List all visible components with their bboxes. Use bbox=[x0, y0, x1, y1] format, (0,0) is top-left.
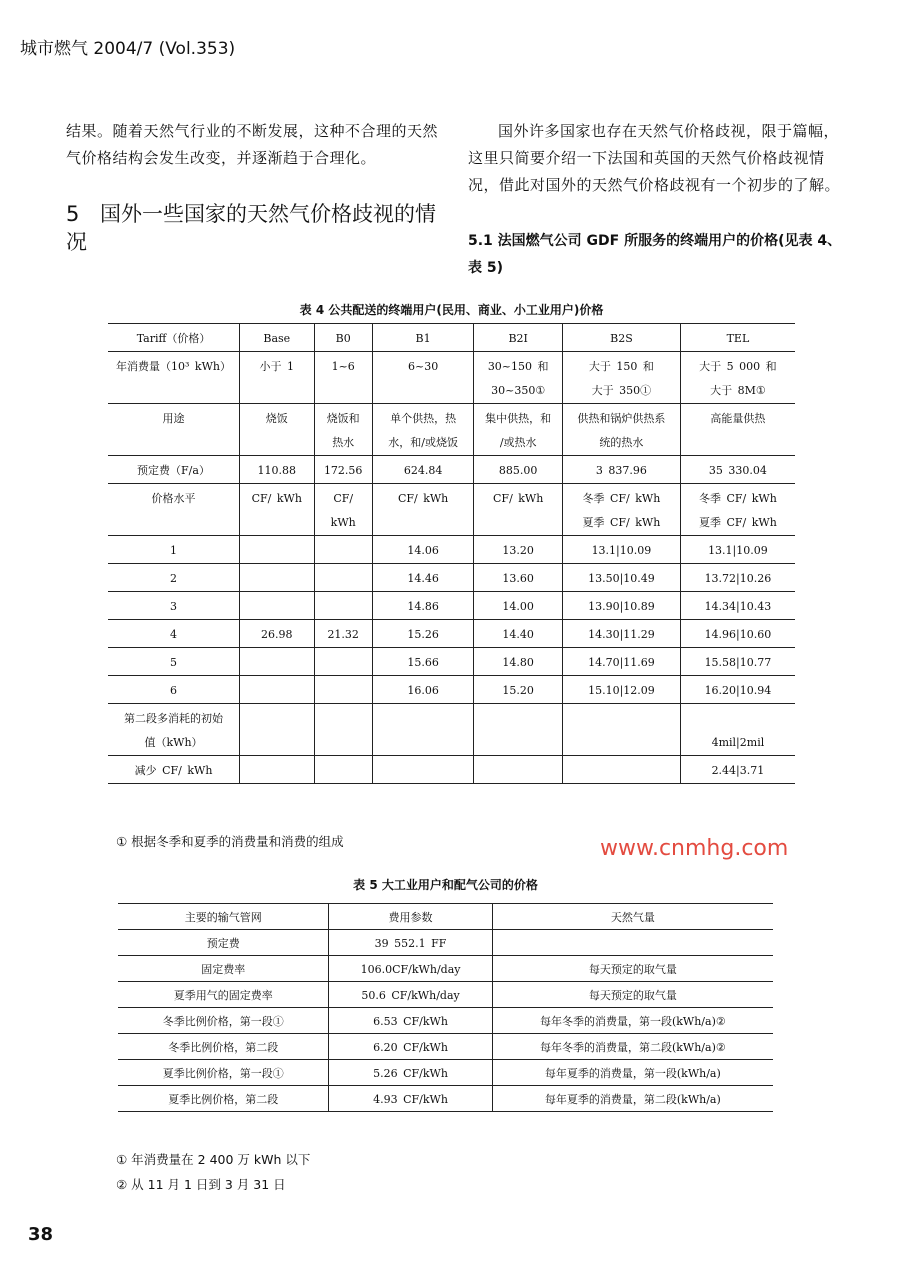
subsection-heading: 5.1 法国燃气公司 GDF 所服务的终端用户的价格(见表 4、表 5) bbox=[468, 233, 842, 276]
table-cell: 年消费量（10³ kWh） bbox=[108, 352, 240, 404]
table-cell bbox=[240, 648, 315, 676]
table5-caption: 表 5 大工业用户和配气公司的价格 bbox=[353, 878, 538, 892]
column-header: Base bbox=[240, 324, 315, 352]
table-row bbox=[118, 982, 773, 1008]
table-cell: 4 bbox=[108, 620, 240, 648]
table-cell: 14.96|10.60 bbox=[680, 620, 795, 648]
column-header: Tariff（价格） bbox=[108, 324, 240, 352]
column-header: 费用参数 bbox=[329, 904, 492, 930]
table-cell: 26.98 bbox=[240, 620, 315, 648]
table-cell: 夏季比例价格，第一段① bbox=[118, 1060, 329, 1086]
table-cell bbox=[314, 592, 372, 620]
table-cell: 4mil|2mil bbox=[680, 704, 795, 756]
column-header: TEL bbox=[680, 324, 795, 352]
table-cell: 冬季比例价格，第二段 bbox=[118, 1034, 329, 1060]
table-cell: 1~6 bbox=[314, 352, 372, 404]
table-cell: 第二段多消耗的初始 值（kWh） bbox=[108, 704, 240, 756]
table-cell: 6 bbox=[108, 676, 240, 704]
table-cell: 每年冬季的消费量，第二段(kWh/a)② bbox=[492, 1034, 773, 1060]
table-cell: 烧饭 bbox=[240, 404, 315, 456]
table-cell: 16.06 bbox=[372, 676, 473, 704]
table-cell bbox=[314, 756, 372, 784]
table-cell bbox=[240, 536, 315, 564]
table-cell: 集中供热，和 /或热水 bbox=[474, 404, 563, 456]
table-cell: 14.86 bbox=[372, 592, 473, 620]
table-cell: 6.53 CF/kWh bbox=[329, 1008, 492, 1034]
table-cell: 预定费 bbox=[118, 930, 329, 956]
table-cell bbox=[314, 676, 372, 704]
table-cell: 39 552.1 FF bbox=[329, 930, 492, 956]
section-title: 国外一些国家的天然气价格歧视的情况 bbox=[66, 202, 436, 254]
left-column-text: 结果。随着天然气行业的不断发展，这种不合理的天然气价格结构会发生改变，并逐渐趋于合理化。 bbox=[66, 122, 439, 167]
table-header-row bbox=[108, 324, 795, 352]
section-heading bbox=[66, 200, 446, 256]
table-cell: 14.70|11.69 bbox=[563, 648, 681, 676]
table-cell: 35 330.04 bbox=[680, 456, 795, 484]
right-column-text: 国外许多国家也存在天然气价格歧视，限于篇幅，这里只简要介绍一下法国和英国的天然气价格歧视情况，借此对国外的天然气价格歧视有一个初步的了解。 bbox=[468, 122, 841, 194]
table-cell: 减少 CF/ kWh bbox=[108, 756, 240, 784]
table-cell: 15.66 bbox=[372, 648, 473, 676]
table-cell: 14.80 bbox=[474, 648, 563, 676]
table-cell: 885.00 bbox=[474, 456, 563, 484]
table-cell: 2 bbox=[108, 564, 240, 592]
table-cell: 冬季 CF/ kWh 夏季 CF/ kWh bbox=[680, 484, 795, 536]
table-row bbox=[118, 1034, 773, 1060]
table-cell: 大于 5 000 和 大于 8M① bbox=[680, 352, 795, 404]
watermark: www.cnmhg.com bbox=[600, 836, 789, 861]
table-row bbox=[108, 676, 795, 704]
table-cell bbox=[372, 704, 473, 756]
table-row bbox=[108, 536, 795, 564]
table-cell bbox=[474, 704, 563, 756]
table-cell: 13.1|10.09 bbox=[563, 536, 681, 564]
table-cell: 13.1|10.09 bbox=[680, 536, 795, 564]
table-row bbox=[118, 1008, 773, 1034]
table-cell: 3 837.96 bbox=[563, 456, 681, 484]
table4-caption: 表 4 公共配送的终端用户(民用、商业、小工业用户)价格 bbox=[299, 303, 604, 317]
table-row bbox=[118, 1060, 773, 1086]
table-row bbox=[108, 620, 795, 648]
table4 bbox=[108, 323, 795, 784]
table-row bbox=[108, 756, 795, 784]
table-cell: 172.56 bbox=[314, 456, 372, 484]
table-cell bbox=[474, 756, 563, 784]
table-cell: 供热和锅炉供热系 统的热水 bbox=[563, 404, 681, 456]
table-row bbox=[108, 592, 795, 620]
table-cell: CF/ kWh bbox=[314, 484, 372, 536]
table-cell: 13.72|10.26 bbox=[680, 564, 795, 592]
table-cell: 21.32 bbox=[314, 620, 372, 648]
table-cell bbox=[314, 648, 372, 676]
table-cell bbox=[563, 704, 681, 756]
table-cell: 14.34|10.43 bbox=[680, 592, 795, 620]
table-cell: 冬季 CF/ kWh 夏季 CF/ kWh bbox=[563, 484, 681, 536]
table-cell: 夏季比例价格，第二段 bbox=[118, 1086, 329, 1112]
table-cell: 单个供热，热 水，和/或烧饭 bbox=[372, 404, 473, 456]
column-header: B2S bbox=[563, 324, 681, 352]
table-cell: 15.26 bbox=[372, 620, 473, 648]
table-cell: 价格水平 bbox=[108, 484, 240, 536]
table-cell: 15.10|12.09 bbox=[563, 676, 681, 704]
table-cell bbox=[492, 930, 773, 956]
table-row bbox=[108, 484, 795, 536]
table-cell: 烧饭和 热水 bbox=[314, 404, 372, 456]
table-cell bbox=[314, 536, 372, 564]
table-cell: 冬季比例价格，第一段① bbox=[118, 1008, 329, 1034]
table-cell: 3 bbox=[108, 592, 240, 620]
column-header: 天然气量 bbox=[492, 904, 773, 930]
table-cell: 14.00 bbox=[474, 592, 563, 620]
table-cell: 每天预定的取气量 bbox=[492, 956, 773, 982]
table-cell: 6~30 bbox=[372, 352, 473, 404]
table-cell: CF/ kWh bbox=[240, 484, 315, 536]
table-cell: 14.06 bbox=[372, 536, 473, 564]
table-cell: 16.20|10.94 bbox=[680, 676, 795, 704]
table5-footnote-2: ② 从 11 月 1 日到 3 月 31 日 bbox=[116, 1177, 286, 1192]
table-cell: CF/ kWh bbox=[372, 484, 473, 536]
table5 bbox=[118, 903, 773, 1112]
table-cell: 624.84 bbox=[372, 456, 473, 484]
table-cell: 每天预定的取气量 bbox=[492, 982, 773, 1008]
table-cell: 1 bbox=[108, 536, 240, 564]
table-cell: 14.40 bbox=[474, 620, 563, 648]
running-header: 城市燃气 2004/7 (Vol.353) bbox=[20, 39, 236, 59]
table-cell bbox=[240, 564, 315, 592]
table-row bbox=[108, 456, 795, 484]
table-cell bbox=[240, 592, 315, 620]
table-cell: 夏季用气的固定费率 bbox=[118, 982, 329, 1008]
table-cell: 每年夏季的消费量，第二段(kWh/a) bbox=[492, 1086, 773, 1112]
table-row bbox=[108, 352, 795, 404]
column-header: B1 bbox=[372, 324, 473, 352]
table-cell bbox=[240, 756, 315, 784]
table-cell: 大于 150 和 大于 350① bbox=[563, 352, 681, 404]
table-cell: 高能量供热 bbox=[680, 404, 795, 456]
table-cell: 15.58|10.77 bbox=[680, 648, 795, 676]
table5-footnote-1: ① 年消费量在 2 400 万 kWh 以下 bbox=[116, 1152, 311, 1167]
table-cell: 5 bbox=[108, 648, 240, 676]
table-cell bbox=[563, 756, 681, 784]
table-cell: 2.44|3.71 bbox=[680, 756, 795, 784]
table-cell bbox=[240, 704, 315, 756]
page-number: 38 bbox=[28, 1224, 54, 1245]
table-cell: 14.46 bbox=[372, 564, 473, 592]
table-cell: 13.20 bbox=[474, 536, 563, 564]
table-cell: 每年冬季的消费量，第一段(kWh/a)② bbox=[492, 1008, 773, 1034]
table-row bbox=[108, 704, 795, 756]
table-cell: 50.6 CF/kWh/day bbox=[329, 982, 492, 1008]
table-cell: 用途 bbox=[108, 404, 240, 456]
table-row bbox=[118, 956, 773, 982]
table-cell: 30~150 和 30~350① bbox=[474, 352, 563, 404]
table-cell: 15.20 bbox=[474, 676, 563, 704]
table-header-row bbox=[118, 904, 773, 930]
table-row bbox=[108, 564, 795, 592]
table-row bbox=[118, 1086, 773, 1112]
table-row bbox=[118, 930, 773, 956]
table-cell: 5.26 CF/kWh bbox=[329, 1060, 492, 1086]
table-cell: 小于 1 bbox=[240, 352, 315, 404]
table-cell bbox=[314, 564, 372, 592]
table-cell bbox=[240, 676, 315, 704]
column-header: B2I bbox=[474, 324, 563, 352]
column-header: 主要的输气管网 bbox=[118, 904, 329, 930]
table-cell bbox=[372, 756, 473, 784]
table-cell: 固定费率 bbox=[118, 956, 329, 982]
table-cell: 13.90|10.89 bbox=[563, 592, 681, 620]
table-cell: 106.0CF/kWh/day bbox=[329, 956, 492, 982]
table-cell: 14.30|11.29 bbox=[563, 620, 681, 648]
column-header: B0 bbox=[314, 324, 372, 352]
table-cell: 预定费（F/a） bbox=[108, 456, 240, 484]
table-cell: 每年夏季的消费量，第一段(kWh/a) bbox=[492, 1060, 773, 1086]
table-cell: 110.88 bbox=[240, 456, 315, 484]
table-cell bbox=[314, 704, 372, 756]
table-cell: 13.50|10.49 bbox=[563, 564, 681, 592]
table-cell: 6.20 CF/kWh bbox=[329, 1034, 492, 1060]
table-row bbox=[108, 648, 795, 676]
table4-footnote: ① 根据冬季和夏季的消费量和消费的组成 bbox=[116, 834, 344, 849]
table-cell: 13.60 bbox=[474, 564, 563, 592]
table-cell: CF/ kWh bbox=[474, 484, 563, 536]
table-cell: 4.93 CF/kWh bbox=[329, 1086, 492, 1112]
section-number: 5 bbox=[66, 202, 80, 226]
table-row bbox=[108, 404, 795, 456]
